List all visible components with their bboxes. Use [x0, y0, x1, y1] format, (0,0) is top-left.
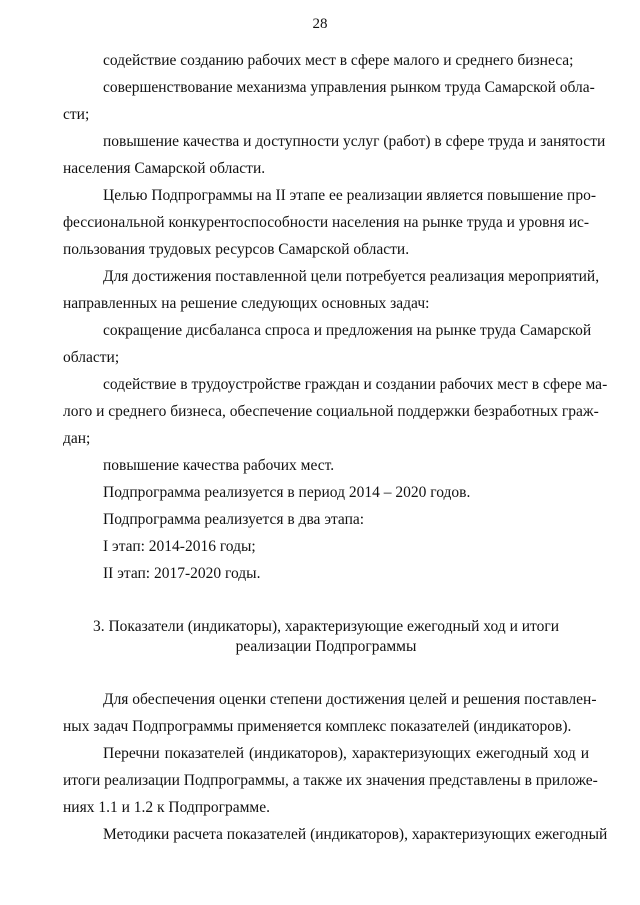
section-heading-line: 3. Показатели (индикаторы), характеризующие ежегодный ход и итоги — [92, 618, 560, 635]
text-line: ниях 1.1 и 1.2 к Подпрограмме. — [63, 799, 270, 816]
text-line: сти; — [63, 106, 90, 123]
text-line: области; — [63, 349, 120, 366]
text-line: фессиональной конкурентоспособности населения на рынке труда и уровня ис- — [63, 214, 590, 231]
text-line: Методики расчета показателей (индикаторов), характеризующих ежегодный — [103, 826, 608, 843]
page-number: 28 — [312, 16, 328, 32]
text-line: Подпрограмма реализуется в два этапа: — [103, 511, 365, 528]
text-line: сокращение дисбаланса спроса и предложения на рынке труда Самарской — [103, 322, 592, 339]
text-line: совершенствование механизма управления рынком труда Самарской обла- — [103, 79, 595, 96]
text-line: Перечни показателей (индикаторов), характеризующих ежегодный ход и — [103, 745, 589, 762]
text-line: дан; — [63, 430, 91, 447]
text-line: I этап: 2014-2016 годы; — [103, 538, 256, 555]
text-line: повышение качества рабочих мест. — [103, 457, 335, 474]
text-line: Целью Подпрограммы на II этапе ее реализации является повышение про- — [103, 187, 596, 204]
text-line: населения Самарской области. — [63, 160, 266, 177]
text-line: пользования трудовых ресурсов Самарской области. — [63, 241, 410, 258]
text-line: итоги реализации Подпрограммы, а также их значения представлены в приложе- — [63, 772, 598, 789]
text-line: направленных на решение следующих основных задач: — [63, 295, 430, 312]
text-line: Для обеспечения оценки степени достижения целей и решения поставлен- — [103, 691, 597, 708]
text-line: содействие созданию рабочих мест в сфере малого и среднего бизнеса; — [103, 52, 574, 69]
text-line: ных задач Подпрограммы применяется комплекс показателей (индикаторов). — [63, 718, 572, 735]
section-heading-line: реализации Подпрограммы — [235, 638, 417, 655]
text-line: содействие в трудоустройстве граждан и создании рабочих мест в сфере ма- — [103, 376, 608, 393]
text-line: лого и среднего бизнеса, обеспечение социальной поддержки безработных граж- — [63, 403, 599, 420]
text-line: повышение качества и доступности услуг (работ) в сфере труда и занятости — [103, 133, 606, 150]
text-line: Подпрограмма реализуется в период 2014 – 2020 годов. — [103, 484, 471, 501]
text-line: II этап: 2017-2020 годы. — [103, 565, 261, 582]
text-line: Для достижения поставленной цели потребуется реализация мероприятий, — [103, 268, 600, 285]
